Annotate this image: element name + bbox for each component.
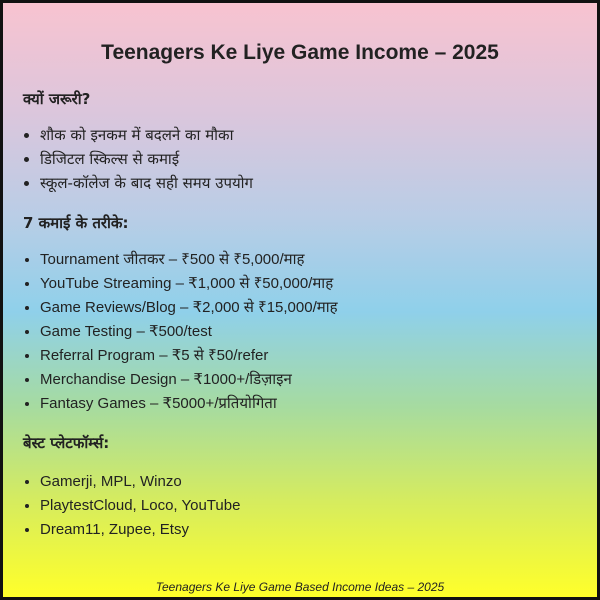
list-item: • डिजिटल स्किल्स से कमाई: [40, 147, 253, 171]
why-heading: क्यों जरूरी?: [23, 90, 91, 108]
platforms-heading: बेस्ट प्लेटफॉर्म्स:: [23, 434, 110, 452]
ways-list: [23, 248, 338, 416]
ways-heading: 7 कमाई के तरीके:: [23, 214, 129, 232]
list-item: • शौक को इनकम में बदलने का मौका: [40, 123, 253, 147]
list-item: • Referral Program – ₹5 से ₹50/refer: [40, 344, 338, 368]
why-list: [23, 123, 253, 195]
list-item: • Game Reviews/Blog – ₹2,000 से ₹15,000/माह: [40, 296, 338, 320]
list-item: • YouTube Streaming – ₹1,000 से ₹50,000/माह: [40, 272, 338, 296]
list-item: • Game Testing – ₹500/test: [40, 320, 338, 344]
list-item: • Fantasy Games – ₹5000+/प्रतियोगिता: [40, 392, 338, 416]
list-item: • Gamerji, MPL, Winzo: [40, 470, 240, 494]
list-item: • PlaytestCloud, Loco, YouTube: [40, 494, 240, 518]
platforms-list: [23, 470, 240, 542]
list-item: • Tournament जीतकर – ₹500 से ₹5,000/माह: [40, 248, 338, 272]
list-item: • स्कूल-कॉलेज के बाद सही समय उपयोग: [40, 171, 253, 195]
page-title: Teenagers Ke Liye Game Income – 2025: [101, 41, 499, 64]
list-item: • Dream11, Zupee, Etsy: [40, 518, 240, 542]
list-item: • Merchandise Design – ₹1000+/डिज़ाइन: [40, 368, 338, 392]
footer-caption: Teenagers Ke Liye Game Based Income Ideas – 2025: [155, 580, 445, 594]
